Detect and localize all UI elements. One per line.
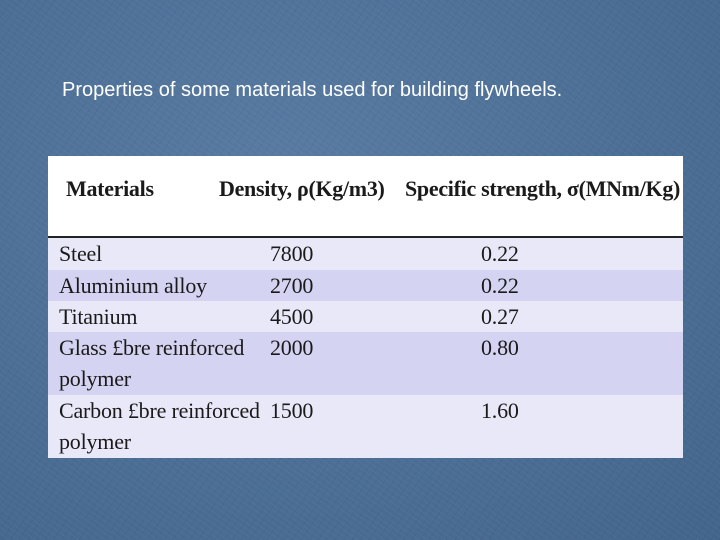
cell-material: Glass £bre reinforced	[59, 335, 245, 360]
cell-density: 7800	[270, 241, 314, 266]
cell-material: Titanium	[59, 304, 138, 329]
slide-title: Properties of some materials used for building flywheels.	[62, 79, 563, 101]
cell-density: 2000	[270, 335, 314, 360]
cell-strength: 0.80	[481, 335, 519, 360]
cell-material: Aluminium alloy	[59, 273, 207, 298]
cell-strength: 0.22	[481, 273, 519, 298]
cell-strength: 0.27	[481, 304, 519, 329]
table-row	[48, 332, 683, 395]
cell-material-line2: polymer	[59, 366, 131, 391]
table-row	[48, 270, 683, 301]
header-materials: Materials	[66, 176, 154, 201]
header-specific-strength: Specific strength, σ(MNm/Kg)	[405, 176, 681, 201]
cell-density: 4500	[270, 304, 314, 329]
cell-material: Steel	[59, 241, 102, 266]
table-row	[48, 395, 683, 458]
cell-density: 1500	[270, 398, 314, 423]
cell-material-line2: polymer	[59, 429, 131, 454]
cell-strength: 1.60	[481, 398, 519, 423]
header-density: Density, ρ(Kg/m3)	[219, 176, 385, 201]
cell-density: 2700	[270, 273, 314, 298]
cell-strength: 0.22	[481, 241, 519, 266]
table-header-row	[48, 156, 683, 236]
table-row	[48, 301, 683, 332]
table-row	[48, 238, 683, 270]
materials-table	[48, 156, 683, 458]
cell-material: Carbon £bre reinforced	[59, 398, 260, 423]
